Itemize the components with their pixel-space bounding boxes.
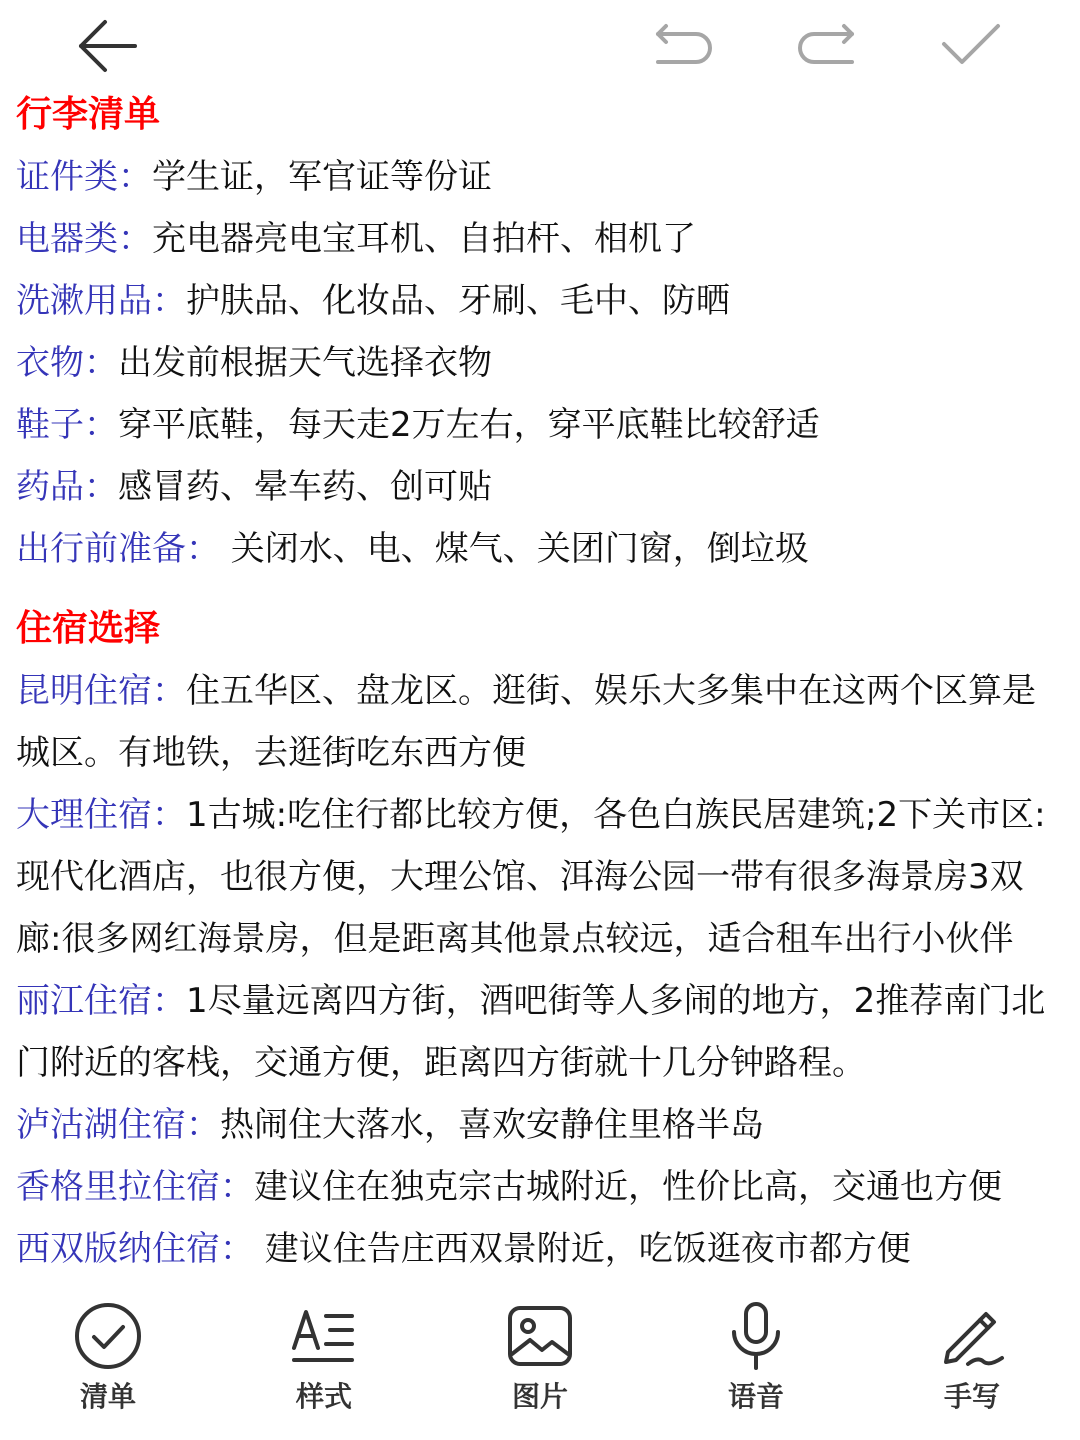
list-item xyxy=(16,270,1066,332)
section-heading: 住宿选择 xyxy=(16,608,161,649)
item-label: 西双版纳住宿： xyxy=(16,1229,254,1269)
checklist-button[interactable] xyxy=(0,1290,216,1440)
image-label: 图片 xyxy=(511,1380,568,1413)
text-style-icon xyxy=(286,1298,362,1374)
item-label: 鞋子： xyxy=(16,405,118,445)
list-item xyxy=(16,784,1066,970)
check-icon[interactable] xyxy=(936,14,1006,78)
item-text: 护肤品、化妆品、牙刷、毛中、防晒 xyxy=(186,281,730,321)
item-text: 建议住在独克宗古城附近，性价比高，交通也方便 xyxy=(254,1167,1002,1207)
item-text: 学生证，军官证等份证 xyxy=(152,157,492,197)
image-icon xyxy=(502,1298,578,1374)
list-item xyxy=(16,970,1066,1094)
item-label: 大理住宿： xyxy=(16,795,186,835)
item-text: 感冒药、晕车药、创可贴 xyxy=(118,467,492,507)
item-label: 昆明住宿： xyxy=(16,671,186,711)
pen-icon xyxy=(934,1298,1010,1374)
item-label: 泸沽湖住宿： xyxy=(16,1105,220,1145)
item-label: 出行前准备： xyxy=(16,529,220,569)
voice-button[interactable] xyxy=(648,1290,864,1440)
list-item xyxy=(16,1218,1066,1280)
item-text: 建议住告庄西双景附近，吃饭逛夜市都方便 xyxy=(254,1229,911,1269)
list-item xyxy=(16,660,1066,784)
list-item xyxy=(16,332,1066,394)
item-text: 1尽量远离四方街，酒吧街等人多闹的地方，2推荐南门北门附近的客栈，交通方便，距离四方街就十几分钟路程。 xyxy=(16,981,1046,1083)
item-label: 衣物： xyxy=(16,343,118,383)
item-text: 出发前根据天气选择衣物 xyxy=(118,343,492,383)
arrow-left-icon[interactable] xyxy=(72,14,142,78)
item-text: 充电器亮电宝耳机、自拍杆、相机了 xyxy=(152,219,696,259)
list-item xyxy=(16,518,1066,580)
note-content[interactable] xyxy=(16,84,1066,1280)
section-heading: 行李清单 xyxy=(16,94,161,135)
checklist-circle-icon xyxy=(70,1298,146,1374)
list-item xyxy=(16,1156,1066,1218)
item-label: 香格里拉住宿： xyxy=(16,1167,254,1207)
style-label: 样式 xyxy=(295,1380,352,1413)
item-label: 洗漱用品： xyxy=(16,281,186,321)
microphone-icon xyxy=(718,1298,794,1374)
item-text: 热闹住大落水，喜欢安静住里格半岛 xyxy=(220,1105,764,1145)
list-item xyxy=(16,1094,1066,1156)
top-toolbar xyxy=(0,0,1080,92)
item-text: 1古城:吃住行都比较方便，各色白族民居建筑;2下关市区:现代化酒店，也很方便，大理公馆、洱海公园一带有很多海景房3双廊:很多网红海景房，但是距离其他景点较远，适合租车出行小伙伴 xyxy=(16,795,1046,959)
undo-icon[interactable] xyxy=(648,14,718,78)
item-label: 丽江住宿： xyxy=(16,981,186,1021)
item-label: 证件类： xyxy=(16,157,152,197)
image-button[interactable] xyxy=(432,1290,648,1440)
list-item xyxy=(16,456,1066,518)
item-text: 住五华区、盘龙区。逛街、娱乐大多集中在这两个区算是城区。有地铁，去逛街吃东西方便 xyxy=(16,671,1036,773)
list-item xyxy=(16,208,1066,270)
bottom-toolbar xyxy=(0,1290,1080,1440)
list-item xyxy=(16,394,1066,456)
style-button[interactable] xyxy=(216,1290,432,1440)
handwriting-button[interactable] xyxy=(864,1290,1080,1440)
item-label: 药品： xyxy=(16,467,118,507)
list-item xyxy=(16,146,1066,208)
item-text: 关闭水、电、煤气、关团门窗，倒垃圾 xyxy=(220,529,809,569)
checklist-label: 清单 xyxy=(79,1380,136,1413)
voice-label: 语音 xyxy=(727,1380,784,1413)
handwriting-label: 手写 xyxy=(943,1380,1000,1413)
item-label: 电器类： xyxy=(16,219,152,259)
redo-icon[interactable] xyxy=(792,14,862,78)
item-text: 穿平底鞋，每天走2万左右，穿平底鞋比较舒适 xyxy=(118,405,820,445)
